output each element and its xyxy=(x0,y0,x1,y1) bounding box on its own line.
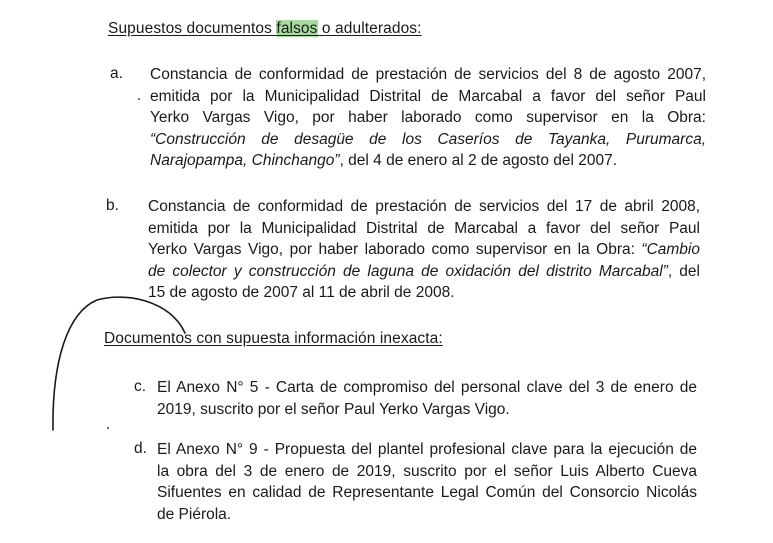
item-b xyxy=(148,196,700,304)
heading-false-pre: Supuestos documentos xyxy=(108,20,277,37)
item-d-line-3: Sifuentes en calidad de Representante Legal Común del Consorcio Nicolás xyxy=(157,484,697,501)
item-a-line-4: “Construcción de desagüe de los Caseríos de Tayanka, Purumarca, xyxy=(150,130,706,148)
item-b-line-3-normal: Yerko Vargas Vigo, por haber laborado como supervisor en la Obra: xyxy=(148,241,642,258)
item-d-line-2: la obra del 3 de enero de 2019, suscrito por el señor Luis Alberto Cueva xyxy=(157,462,697,480)
item-d-line-1: El Anexo N° 9 - Propuesta del plantel profesional clave para la ejecución de xyxy=(157,441,697,458)
item-b-marker: b. xyxy=(106,197,119,214)
item-b-line-5: 15 de agosto de 2007 al 11 de abril de 2008. xyxy=(148,284,455,301)
item-b-line-1: Constancia de conformidad de prestación de servicios del 17 de abril 2008, xyxy=(148,198,700,215)
item-a-line-3: Yerko Vargas Vigo, por haber laborado como supervisor en la Obra: xyxy=(150,109,706,126)
item-a-line-1: Constancia de conformidad de prestación de servicios del 8 de agosto 2007, xyxy=(150,66,706,83)
item-b-line-4 xyxy=(148,261,700,283)
item-a-line-2: emitida por la Municipalidad Distrital de Marcabal a favor del señor Paul xyxy=(150,87,706,105)
item-d-line-4: de Piérola. xyxy=(157,505,232,523)
highlighted-word: falsos xyxy=(276,20,318,37)
item-a-line-5-rest: , del 4 de enero al 2 de agosto del 2007. xyxy=(339,152,618,169)
item-c-line-1: El Anexo N° 5 - Carta de compromiso del personal clave del 3 de enero de xyxy=(157,379,697,396)
heading-false-post: o adulterados: xyxy=(317,20,422,37)
item-d xyxy=(157,439,697,525)
item-d-marker: d. xyxy=(134,440,147,457)
speck-2 xyxy=(107,427,109,429)
item-b-line-2: emitida por la Municipalidad Distrital de Marcabal a favor del señor Paul xyxy=(148,219,700,237)
item-b-line-4-italic: de colector y construcción de laguna de oxidación del distrito Marcabal” xyxy=(148,262,668,280)
item-a-line-5-italic: Narajopampa, Chinchango” xyxy=(150,152,340,169)
item-c-line-2: 2019, suscrito por el señor Paul Yerko Vargas Vigo. xyxy=(157,400,510,418)
item-b-line-3 xyxy=(148,239,700,261)
speck-1 xyxy=(138,98,140,100)
item-b-line-4-rest: , del xyxy=(667,262,700,280)
item-a xyxy=(150,64,706,172)
item-a-line-5 xyxy=(150,150,706,172)
item-c-marker: c. xyxy=(134,378,147,395)
item-a-marker: a. xyxy=(110,65,123,82)
heading-false-documents xyxy=(108,20,422,38)
heading-inexact-documents: Documentos con supuesta información inexacta: xyxy=(104,330,443,347)
item-c xyxy=(157,377,697,420)
item-b-line-3-italic: “Cambio xyxy=(641,241,700,258)
